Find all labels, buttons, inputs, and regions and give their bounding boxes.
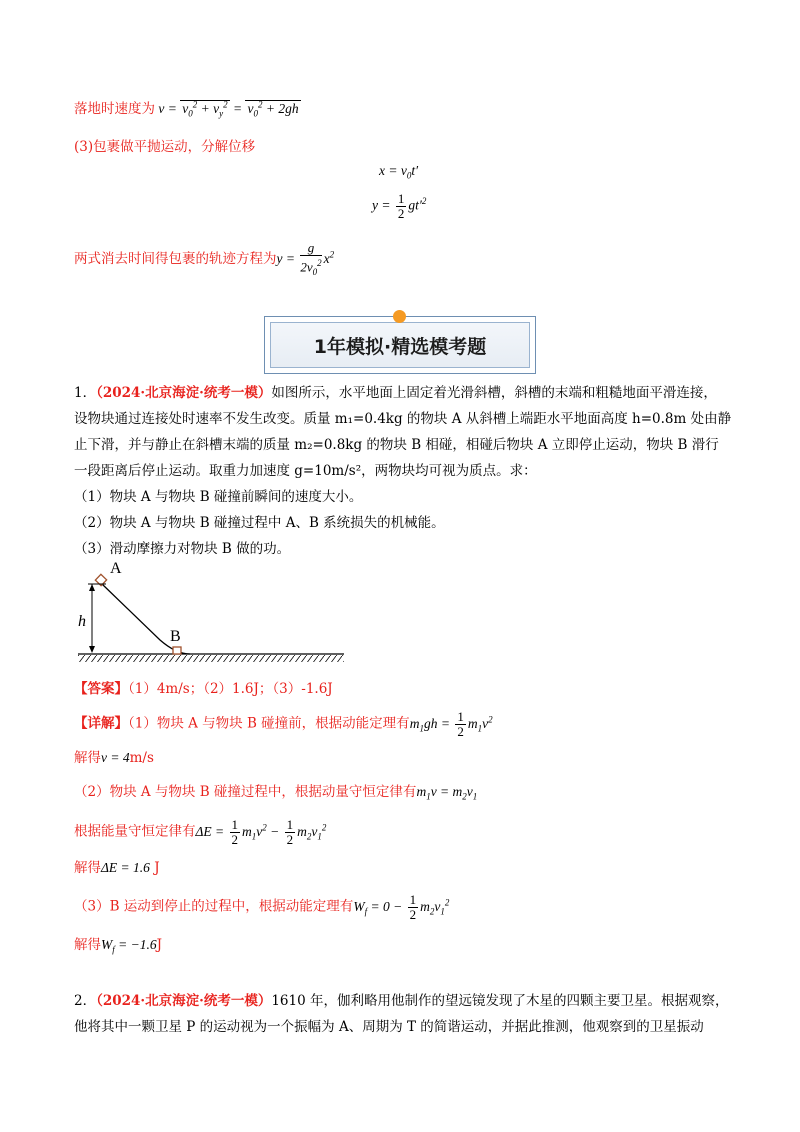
banner-dot-icon [393, 310, 406, 323]
q1-line3: 止下滑，并与静止在斜槽末端的质量 m₂=0.8kg 的物块 B 相碰，相碰后物块 A 立即停止运动，物块 B 滑行 [74, 437, 719, 453]
q1-line2: 设物块通过连接处时速率不发生改变。质量 m₁=0.4kg 的物块 A 从斜槽上端距水平地面高度 h=0.8m 处由静 [74, 411, 732, 427]
block-b [173, 647, 181, 654]
q1-solve2: 解得ΔE = 1.6 J [74, 860, 160, 876]
trajectory-formula: y = $\frac{g}{2v_0^2}$ $x^2$ [276, 240, 335, 277]
q2-number: 2． [74, 993, 97, 1009]
detail-tag: 【详解】 [74, 715, 128, 732]
part3-line: (3)包裹做平抛运动，分解位移 [74, 139, 256, 155]
y-equation: y = $\frac{1}{2}$ $gt'^2$ [372, 191, 427, 221]
q1-detail1: 【详解】（1）物块 A 与物块 B 碰撞前，根据动能定理有$m_1gh$ = $\frac{1}{2}$ $m_1v^2$ [74, 709, 493, 739]
label-a: A [110, 560, 122, 577]
landing-speed-prefix: 落地时速度为 [74, 101, 155, 117]
landing-speed-line [74, 97, 301, 119]
trajectory-prefix: 两式消去时间得包裹的轨迹方程为 [74, 251, 277, 268]
q1-sub2: （2）物块 A 与物块 B 碰撞过程中 A、B 系统损失的机械能。 [74, 515, 445, 531]
ground-hatch [78, 655, 344, 662]
q1-sub3: （3）滑动摩擦力对物块 B 做的功。 [74, 541, 291, 557]
q1-solve1: 解得v = 4m/s [74, 750, 154, 766]
answer-tag: 【答案】 [74, 681, 128, 697]
q1-detail3: （3）B 运动到停止的过程中，根据动能定理有$W_f = 0$ − $\frac{1}{2}$ $m_2v_1^2$ [74, 892, 450, 922]
q1-line4: 一段距离后停止运动。取重力加速度 g=10m/s²，两物块均可视为质点。求： [74, 463, 537, 479]
section-banner-title: 1年模拟·精选模考题 [270, 322, 530, 368]
q1-detail2b: 根据能量守恒定律有ΔE = $\frac{1}{2}$ $m_1v^2$ − $\frac{1}{2}$ $m_2v_1^2$ [74, 817, 327, 847]
q1-source: （2024·北京海淀·统考一模） [96, 385, 272, 401]
eq4: $W_f = 0$ − $\frac{1}{2}$ $m_2v_1^2$ [353, 892, 450, 922]
eq3: ΔE = $\frac{1}{2}$ $m_1v^2$ − $\frac{1}{2}$ $m_2v_1^2$ [195, 817, 327, 847]
x-equation: $x = v_0t'$ [379, 163, 419, 181]
q1-solve3: 解得$W_f = -1.6J$ [74, 937, 163, 955]
q1-number: 1． [74, 385, 97, 401]
landing-speed-formula: $v = v_0^2 + v_y^2 = v_0^2 + 2gh$ [155, 99, 299, 119]
label-b: B [170, 628, 181, 645]
q1-line1: 1．（2024·北京海淀·统考一模）如图所示，水平地面上固定着光滑斜槽，斜槽的末端和粗糙地面平滑连接， [74, 385, 717, 401]
eq2: $m_1v = m_2v_1$ [416, 784, 478, 802]
q2-source: （2024·北京海淀·统考一模） [96, 993, 272, 1009]
q2-line1: 2．（2024·北京海淀·统考一模）1610 年，伽利略用他制作的望远镜发现了木星的四颗主要卫星。根据观察， [74, 993, 729, 1009]
q1-sub1: （1）物块 A 与物块 B 碰撞前瞬间的速度大小。 [74, 489, 363, 505]
q1-answer [74, 677, 333, 697]
label-h: h [78, 613, 86, 630]
q2-line2: 他将其中一颗卫星 P 的运动视为一个振幅为 A、周期为 T 的简谐运动，并据此推测，他观察到的卫星振动 [74, 1019, 704, 1035]
eq1: $m_1gh$ = $\frac{1}{2}$ $m_1v^2$ [409, 709, 493, 739]
q1-detail2: （2）物块 A 与物块 B 碰撞过程中，根据动量守恒定律有$m_1v = m_2v_1$ [74, 784, 478, 802]
incline-figure [72, 560, 352, 666]
answer-text: （1）4m/s；（2）1.6J；（3）-1.6J [128, 681, 333, 697]
section-banner [264, 316, 536, 374]
trajectory-line [74, 241, 334, 279]
